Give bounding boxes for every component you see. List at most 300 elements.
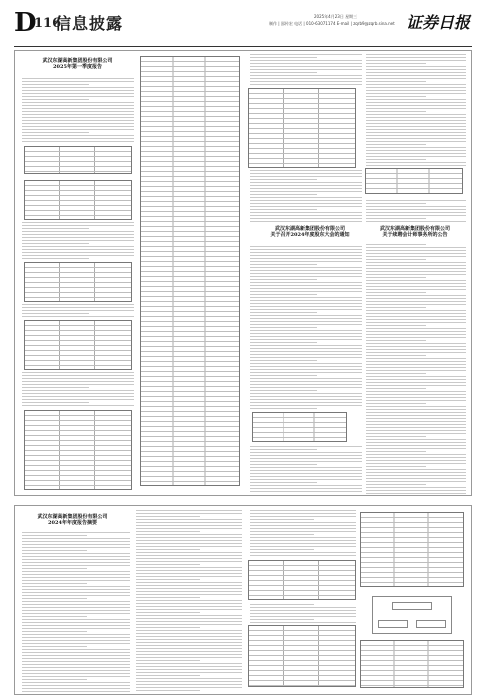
text-line [22,249,134,250]
text-line [136,576,242,577]
text-line [136,546,242,547]
announcement-heading-bottom-left [25,514,120,526]
text-line [250,176,362,177]
text-line [22,613,130,614]
editor-line: 制作 | 邵传宏 电话 | 010-63071174 E-mail | zqrb9@zqrb.sina.net [269,21,395,26]
text-line [366,265,466,266]
text-line [250,619,314,620]
text-line [22,559,130,560]
text-line [366,93,466,94]
text-line [250,528,356,529]
text-line [136,567,242,568]
text-line [22,640,130,641]
text-line [250,246,362,247]
text-line [250,405,362,406]
text-line [366,135,466,136]
text-line [22,574,130,575]
financial-table [24,320,132,370]
announcement-title: 关于续聘会计师事务所的公告 [382,232,448,238]
text-line [136,687,242,688]
text-line [366,463,466,464]
text-line [366,144,426,145]
text-line [250,60,362,61]
text-line [366,286,466,287]
text-line [250,342,317,343]
text-line [366,212,466,213]
text-line [366,451,426,452]
text-line [250,261,362,262]
text-line [250,78,362,79]
text-line [22,616,87,617]
text-line [250,485,362,486]
text-line [250,534,314,535]
text-line [250,491,362,492]
org-diagram-node [416,620,446,628]
text-line [366,69,466,70]
text-line [250,366,362,367]
text-line [366,75,466,76]
text-line [366,301,466,302]
text-line [250,378,362,379]
text-line [22,313,89,314]
text-line [366,268,466,269]
text-line [366,454,466,455]
text-line [22,387,89,388]
text-line [22,96,134,97]
text-line [22,655,130,656]
text-line [366,247,466,248]
text-line [22,553,130,554]
financial-table [24,262,132,302]
text-line [22,580,130,581]
announcement-title: 2025年第一季度报告 [53,64,102,70]
text-line [366,259,426,260]
text-line [366,54,466,55]
text-line [366,256,466,257]
text-line [22,126,134,127]
text-line [366,105,466,106]
text-line [366,340,426,341]
text-line [22,649,130,650]
text-line [22,237,134,238]
text-line [250,267,362,268]
text-line [136,678,242,679]
text-line [22,556,130,557]
text-line [250,616,356,617]
text-line [250,455,362,456]
text-line [136,633,242,634]
page-header [14,6,472,46]
text-line [250,306,362,307]
text-line [22,225,134,226]
text-line [22,120,134,121]
text-line [366,57,466,58]
text-line [250,327,317,328]
text-line [136,579,200,580]
text-line [136,597,200,598]
text-line [250,348,362,349]
text-line [250,345,362,346]
text-line [366,78,466,79]
company-name: 武汉东湖高新集团股份有限公司 [274,226,345,232]
financial-table [248,560,356,600]
text-line [22,105,134,106]
financial-table [24,180,132,220]
text-line [366,114,466,115]
text-line [366,72,466,73]
text-line [366,66,466,67]
text-line [366,307,426,308]
text-line [366,490,466,491]
text-line [366,400,466,401]
text-line [250,549,314,550]
text-line [366,283,466,284]
text-line [22,532,130,533]
text-line [250,84,362,85]
text-line [136,627,200,628]
text-line [136,624,242,625]
text-line [250,206,362,207]
text-line [136,660,200,661]
text-line [250,270,362,271]
text-line [22,111,134,112]
text-line [366,328,466,329]
text-line [250,81,362,82]
text-line [366,376,466,377]
text-line [366,200,466,201]
text-line [250,470,362,471]
text-line [22,78,134,79]
text-line [250,188,362,189]
text-line [366,81,426,82]
text-line [366,126,466,127]
text-line [22,586,130,587]
text-line [22,378,134,379]
text-line [250,273,362,274]
text-line [22,538,130,539]
text-line [136,639,242,640]
text-line [366,63,426,64]
text-line [250,336,362,337]
text-line [366,469,466,470]
text-line [22,604,130,605]
text-line [250,357,362,358]
text-line [22,652,130,653]
text-line [22,691,130,692]
text-line [250,170,362,171]
financial-table [248,88,356,168]
text-line [22,643,130,644]
announcement-heading-top-left [30,58,125,70]
text-line [366,132,466,133]
text-line [366,244,426,245]
text-line [366,90,466,91]
text-line [250,179,317,180]
text-line [366,334,466,335]
text-line [22,646,87,647]
text-line [136,540,242,541]
text-line [250,458,362,459]
text-line [22,583,87,584]
text-line [366,218,426,219]
text-line [136,549,200,550]
text-line [366,448,466,449]
text-line [250,513,356,514]
text-line [366,406,466,407]
text-line [22,547,130,548]
text-line [366,206,466,207]
text-line [136,663,242,664]
financial-table [248,625,356,687]
text-line [366,436,426,437]
date-line: 2025年4月23日 星期三 [314,14,358,19]
text-line [136,621,242,622]
company-name: 武汉东湖高新集团股份有限公司 [37,514,108,520]
text-line [136,528,242,529]
text-line [366,346,466,347]
text-line [250,610,356,611]
text-line [136,681,242,682]
text-line [22,405,134,406]
text-line [250,221,362,222]
newspaper-logo: 证券日报 [406,13,471,32]
text-line [22,402,89,403]
org-diagram-node [378,620,408,628]
text-line [250,212,362,213]
text-line [22,102,134,103]
text-line [250,66,362,67]
text-line [250,522,356,523]
text-line [250,408,317,409]
text-line [366,280,466,281]
text-line [136,666,242,667]
text-line [250,339,362,340]
text-line [366,349,466,350]
text-line [366,277,426,278]
text-line [366,445,466,446]
text-line [136,582,242,583]
text-line [250,194,317,195]
text-line [250,543,356,544]
text-line [136,573,242,574]
text-line [22,307,134,308]
announcement-title: 关于召开2024年度股东大会的通知 [270,232,350,238]
text-line [22,676,130,677]
text-line [22,243,89,244]
text-line [366,433,466,434]
text-line [136,669,242,670]
text-line [250,276,362,277]
text-line [250,399,362,400]
text-line [22,661,130,662]
text-line [366,460,466,461]
text-line [22,598,87,599]
text-line [250,200,362,201]
text-line [250,173,362,174]
text-line [136,519,242,520]
text-line [136,534,242,535]
text-line [250,321,362,322]
text-line [366,111,426,112]
text-line [366,153,466,154]
text-line [250,264,317,265]
text-line [22,610,130,611]
text-line [250,449,317,450]
text-line [22,682,130,683]
text-line [22,231,134,232]
text-line [250,375,317,376]
header-rule [14,46,472,47]
text-line [250,209,317,210]
text-line [136,648,242,649]
text-line [366,478,466,479]
text-line [22,384,134,385]
text-line [250,318,362,319]
financial-table [24,146,132,174]
text-line [366,493,466,494]
company-name: 武汉东湖高新集团股份有限公司 [379,226,450,232]
text-line [250,279,317,280]
text-line [136,564,200,565]
text-line [22,310,134,311]
text-line [366,373,426,374]
text-line [250,258,362,259]
text-line [366,102,466,103]
text-line [366,364,466,365]
text-line [366,60,466,61]
text-line [22,673,130,674]
text-line [136,594,242,595]
text-line [366,418,466,419]
text-line [366,150,466,151]
text-line [22,664,130,665]
text-line [250,446,362,447]
text-line [22,117,134,118]
text-line [250,519,314,520]
text-line [366,367,466,368]
text-line [22,550,87,551]
text-line [22,601,130,602]
text-line [366,391,466,392]
text-line [136,642,242,643]
text-line [366,487,466,488]
text-line [250,461,362,462]
text-line [22,568,87,569]
text-line [366,379,466,380]
text-line [250,69,362,70]
text-line [366,457,466,458]
text-line [22,393,134,394]
text-line [250,57,317,58]
text-line [22,228,89,229]
text-line [366,156,466,157]
text-line [250,203,362,204]
financial-table [360,640,464,688]
text-line [22,607,130,608]
text-line [366,310,466,311]
text-line [22,93,134,94]
text-line [250,330,362,331]
text-line [250,452,362,453]
text-line [366,162,466,163]
text-line [136,516,200,517]
text-line [250,622,356,623]
text-line [366,313,466,314]
text-line [250,393,362,394]
text-line [22,619,130,620]
text-line [366,394,466,395]
text-line [250,312,317,313]
text-line [250,72,317,73]
text-line [22,565,130,566]
text-line [22,637,130,638]
text-line [366,382,466,383]
text-line [366,352,466,353]
text-line [22,246,134,247]
text-line [22,222,134,223]
text-line [250,473,362,474]
text-line [250,555,356,556]
text-line [250,255,362,256]
text-line [250,333,362,334]
text-line [250,197,362,198]
text-line [250,402,362,403]
text-line [366,415,466,416]
text-line [136,537,242,538]
text-line [250,363,362,364]
text-line [250,464,317,465]
text-line [250,387,362,388]
text-line [250,516,356,517]
text-line [366,403,426,404]
announcement-heading-top-mid [255,226,365,238]
text-line [22,667,130,668]
text-line [22,390,134,391]
text-line [136,525,242,526]
text-line [366,262,466,263]
text-line [250,381,362,382]
text-line [22,316,134,317]
text-line [366,138,466,139]
text-line [22,99,89,100]
text-line [250,75,362,76]
text-line [366,159,426,160]
text-line [136,690,200,691]
text-line [22,622,130,623]
text-line [366,147,466,148]
text-line [250,360,317,361]
text-line [366,412,466,413]
text-line [136,618,242,619]
text-line [136,552,242,553]
text-line [22,628,130,629]
text-line [22,138,134,139]
text-line [366,203,426,204]
text-line [250,531,356,532]
text-line [136,657,242,658]
text-line [366,84,466,85]
text-line [366,129,466,130]
text-line [250,54,362,55]
financial-table [24,410,132,490]
text-line [136,654,242,655]
text-line [22,589,130,590]
text-line [366,343,466,344]
text-line [22,375,134,376]
text-line [366,319,466,320]
text-line [22,592,130,593]
text-line [250,479,362,480]
